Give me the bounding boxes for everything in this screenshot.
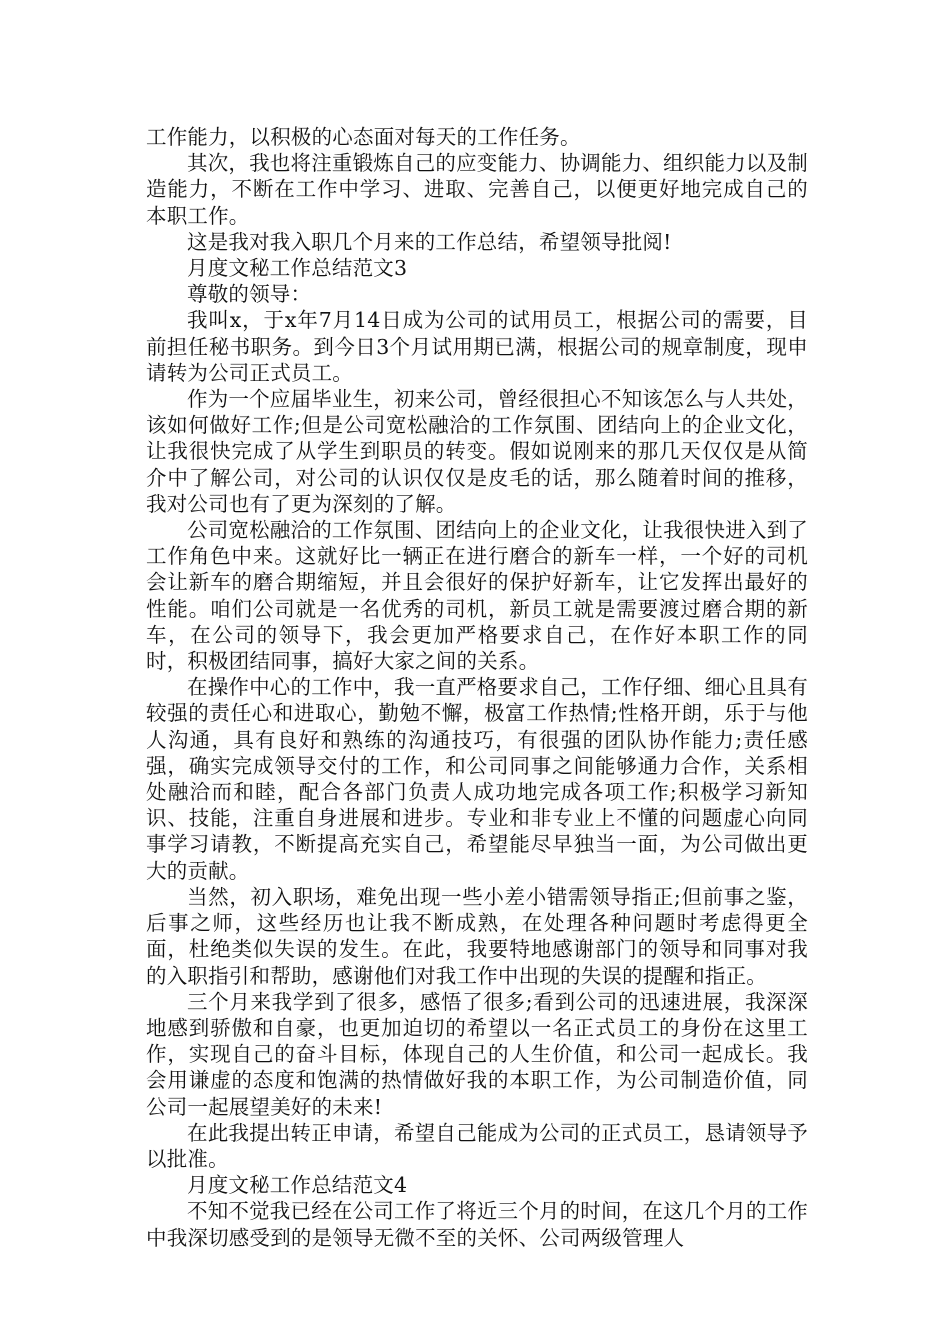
paragraph-14: 不知不觉我已经在公司工作了将近三个月的时间，在这几个月的工作中我深切感受到的是领导无微不至的关怀、公司两级管理人 [146,1199,808,1250]
paragraph-7: 作为一个应届毕业生，初来公司，曾经很担心不知该怎么与人共处，该如何做好工作;但是公司宽松融洽的工作氛围、团结向上的企业文化，让我很快完成了从学生到职员的转变。假如说刚来的那几天仅仅是从简介中了解公司，对公司的认识仅仅是皮毛的话，那么随着时间的推移，我对公司也有了更为深刻的了解。 [146,387,808,516]
section-heading-3: 月度文秘工作总结范文3 [187,256,408,281]
paragraph-1: 工作能力，以积极的心态面对每天的工作任务。 [146,125,581,149]
paragraph-12: 在此我提出转正申请，希望自己能成为公司的正式员工，恳请领导予以批准。 [146,1120,808,1171]
section-heading-4: 月度文秘工作总结范文4 [187,1173,408,1198]
paragraph-3: 这是我对我入职几个月来的工作总结，希望领导批阅! [187,229,672,254]
paragraph-11: 三个月来我学到了很多，感悟了很多;看到公司的迅速进展，我深深地感到骄傲和自豪，也更加迫切的希望以一名正式员工的身份在这里工作，实现自己的奋斗目标，体现自己的人生价值，和公司一起成长。我会用谦虚的态度和饱满的热情做好我的本职工作，为公司制造价值，同公司一起展望美好的未来! [146,989,808,1119]
paragraph-9: 在操作中心的工作中，我一直严格要求自己，工作仔细、细心且具有较强的责任心和进取心，勤勉不懈，极富工作热情;性格开朗，乐于与他人沟通，具有良好和熟练的沟通技巧，有很强的团队协作能力;责任感强，确实完成领导交付的工作，和公司同事之间能够通力合作，关系相处融洽而和睦，配合各部门负责人成功地完成各项工作;积极学习新知识、技能，注重自身进展和进步。专业和非专业上不懂的问题虚心向同事学习请教，不断提高充实自己，希望能尽早独当一面，为公司做出更大的贡献。 [146,675,808,883]
paragraph-8: 公司宽松融洽的工作氛围、团结向上的企业文化，让我很快进入到了工作角色中来。这就好比一辆正在进行磨合的新车一样，一个好的司机会让新车的磨合期缩短，并且会很好的保护好新车，让它发挥出最好的性能。咱们公司就是一名优秀的司机，新员工就是需要渡过磨合期的新车，在公司的领导下，我会更加严格要求自己，在作好本职工作的同时，积极团结同事，搞好大家之间的关系。 [146,518,808,674]
paragraph-2: 其次，我也将注重锻炼自己的应变能力、协调能力、组织能力以及制造能力，不断在工作中学习、进取、完善自己，以便更好地完成自己的本职工作。 [146,151,808,228]
document-page [146,124,808,1251]
paragraph-6: 我叫x，于x年7月14日成为公司的试用员工，根据公司的需要，目前担任秘书职务。到今日3个月试用期已满，根据公司的规章制度，现申请转为公司正式员工。 [146,308,808,385]
salutation: 尊敬的领导： [187,282,312,307]
paragraph-10: 当然，初入职场，难免出现一些小差小错需领导指正;但前事之鉴，后事之师，这些经历也让我不断成熟，在处理各种问题时考虑得更全面，杜绝类似失误的发生。在此，我要特地感谢部门的领导和同事对我的入职指引和帮助，感谢他们对我工作中出现的失误的提醒和指正。 [146,884,808,988]
